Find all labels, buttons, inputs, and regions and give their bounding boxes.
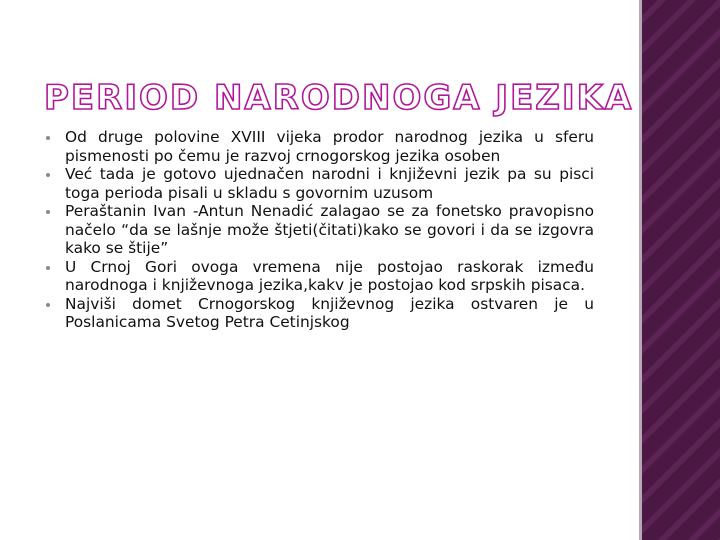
stripe-pattern xyxy=(642,0,720,540)
bullet-item xyxy=(46,202,594,258)
bullet-text: Već tada je gotovo ujednačen narodni i književni jezik pa su pisci toga perioda pisali u skladu s govornim uzusom xyxy=(65,165,594,202)
bullet-text: Najviši domet Crnogorskog književnog jezika ostvaren je u Poslanicama Svetog Petra Cetinjskog xyxy=(65,294,594,331)
bullet-list xyxy=(46,128,594,332)
bullet-text: Peraštanin Ivan -Antun Nenadić zalagao se za fonetsko pravopisno načelo “da se lašnje može štjeti(čitati)kako se govori i da se izgovra kako se štije” xyxy=(65,202,594,257)
bullet-marker-icon xyxy=(46,303,50,307)
bullet-marker-icon xyxy=(46,266,50,270)
bullet-item xyxy=(46,128,594,165)
bullet-item xyxy=(46,165,594,202)
bullet-item xyxy=(46,295,594,332)
bullet-text: Od druge polovine XVIII vijeka prodor narodnog jezika u sferu pismenosti po čemu je razvoj crnogorskog jezika osoben xyxy=(65,128,594,165)
bullet-marker-icon xyxy=(46,136,50,140)
bullet-text: U Crnoj Gori ovoga vremena nije postojao raskorak između narodnoga i književnoga jezika,kakv je postojao kod srpskih pisaca. xyxy=(65,257,594,294)
decorative-side-band xyxy=(642,0,720,540)
bullet-item xyxy=(46,258,594,295)
slide-title: PERIOD NARODNOGA JEZIKA xyxy=(44,78,634,118)
bullet-marker-icon xyxy=(46,173,50,177)
bullet-marker-icon xyxy=(46,210,50,214)
